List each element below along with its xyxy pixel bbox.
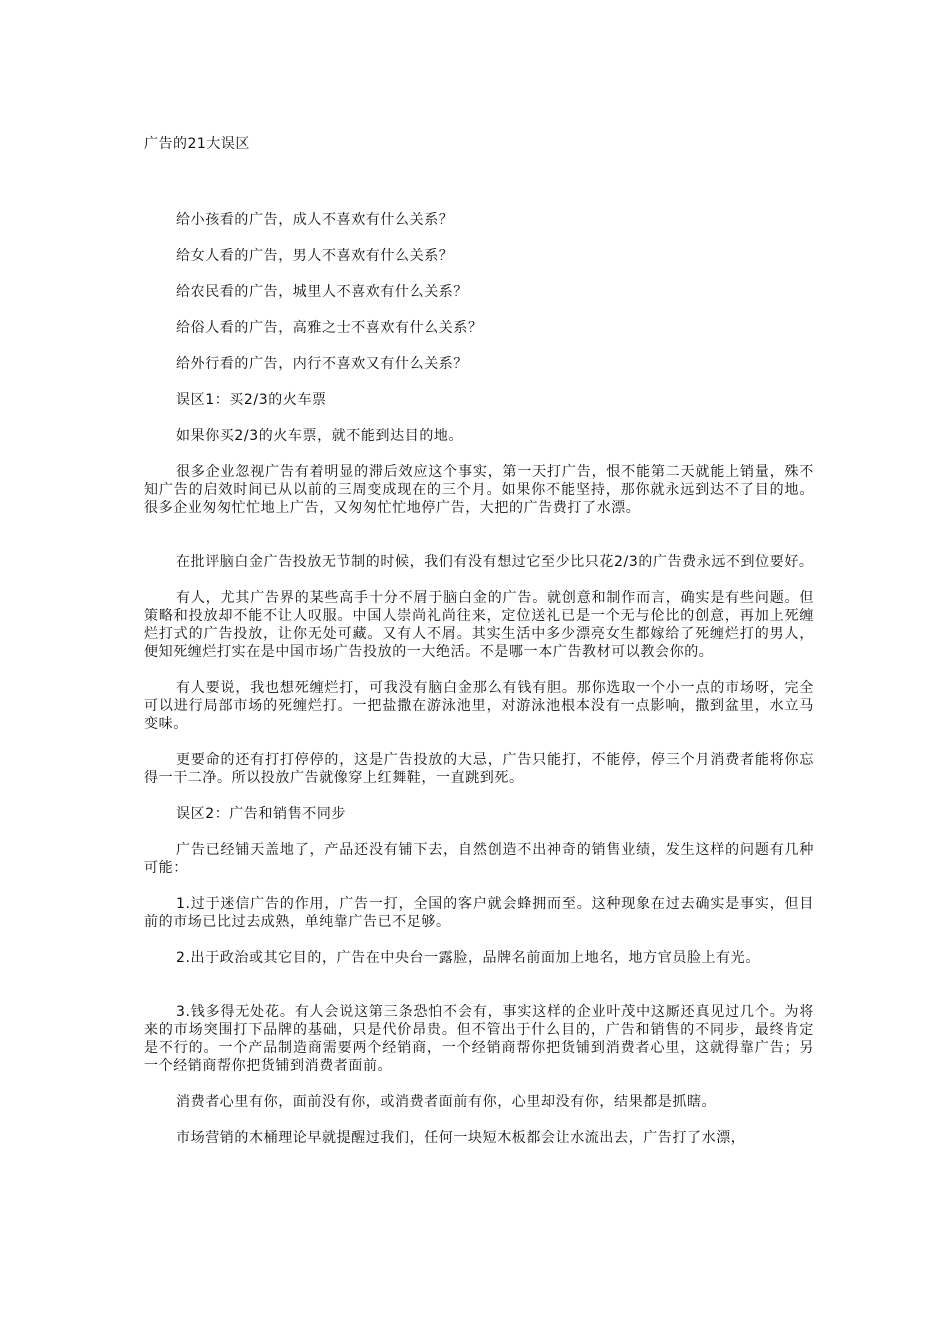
paragraph: 给女人看的广告，男人不喜欢有什么关系？ xyxy=(176,248,454,264)
paragraph: 广告已经铺天盖地了，产品还没有铺下去，自然创造不出神奇的销售业绩，发生这样的问题有几种可能： xyxy=(144,842,814,876)
list-item: 2.出于政治或其它目的，广告在中央台一露脸，品牌名前面加上地名，地方官员脸上有光。 xyxy=(176,950,760,966)
paragraph: 给农民看的广告，城里人不喜欢有什么关系？ xyxy=(176,284,468,300)
list-item: 3.钱多得无处花。有人会说这第三条恐怕不会有，事实这样的企业叶茂中这厮还真见过几个。为将来的市场突围打下品牌的基础，只是代价昂贵。但不管出于什么目的，广告和销售的不同步，最终肯定是不行的。一个产品制造商需要两个经销商，一个经销商帮你把货铺到消费者心里，这就得靠广告；另一个经销商帮你把货铺到消费者面前。 xyxy=(144,1004,814,1074)
paragraph: 给小孩看的广告，成人不喜欢有什么关系？ xyxy=(176,212,454,228)
paragraph: 更要命的还有打打停停的，这是广告投放的大忌，广告只能打，不能停，停三个月消费者能将你忘得一干二净。所以投放广告就像穿上红舞鞋，一直跳到死。 xyxy=(144,752,814,786)
paragraph: 很多企业忽视广告有着明显的滞后效应这个事实，第一天打广告，恨不能第二天就能上销量，殊不知广告的启效时间已从以前的三周变成现在的三个月。如果你不能坚持，那你就永远到达不了目的地。很多企业匆匆忙忙地上广告，又匆匆忙忙地停广告，大把的广告费打了水漂。 xyxy=(144,464,814,516)
paragraph: 如果你买2/3的火车票，就不能到达目的地。 xyxy=(176,428,464,444)
paragraph: 给外行看的广告，内行不喜欢又有什么关系？ xyxy=(176,356,468,372)
paragraph: 市场营销的木桶理论早就提醒过我们，任何一块短木板都会让水流出去，广告打了水漂， xyxy=(176,1130,746,1146)
document-title: 广告的21大误区 xyxy=(144,136,250,152)
paragraph: 有人，尤其广告界的某些高手十分不屑于脑白金的广告。就创意和制作而言，确实是有些问题。但策略和投放却不能不让人叹服。中国人崇尚礼尚往来，定位送礼已是一个无与伦比的创意，再加上死缠烂打式的广告投放，让你无处可藏。又有人不屑。其实生活中多少漂亮女生都嫁给了死缠烂打的男人，便知死缠烂打实在是中国市场广告投放的一大绝活。不是哪一本广告教材可以教会你的。 xyxy=(144,590,814,660)
document-body xyxy=(144,211,814,1165)
paragraph: 在批评脑白金广告投放无节制的时候，我们有没有想过它至少比只花2/3的广告费永远不到位要好。 xyxy=(176,554,814,570)
section-heading-mistake-1: 误区1：买2/3的火车票 xyxy=(176,392,327,408)
paragraph: 给俗人看的广告，高雅之士不喜欢有什么关系？ xyxy=(176,320,483,336)
paragraph: 有人要说，我也想死缠烂打，可我没有脑白金那么有钱有胆。那你选取一个小一点的市场呀，完全可以进行局部市场的死缠烂打。一把盐撒在游泳池里，对游泳池根本没有一点影响，撒到盆里，水立马变味。 xyxy=(144,680,814,732)
section-heading-mistake-2: 误区2：广告和销售不同步 xyxy=(176,806,347,822)
paragraph: 消费者心里有你，面前没有你，或消费者面前有你，心里却没有你，结果都是抓瞎。 xyxy=(176,1094,717,1110)
list-item: 1.过于迷信广告的作用，广告一打，全国的客户就会蜂拥而至。这种现象在过去确实是事实，但目前的市场已比过去成熟，单纯靠广告已不足够。 xyxy=(144,896,814,930)
